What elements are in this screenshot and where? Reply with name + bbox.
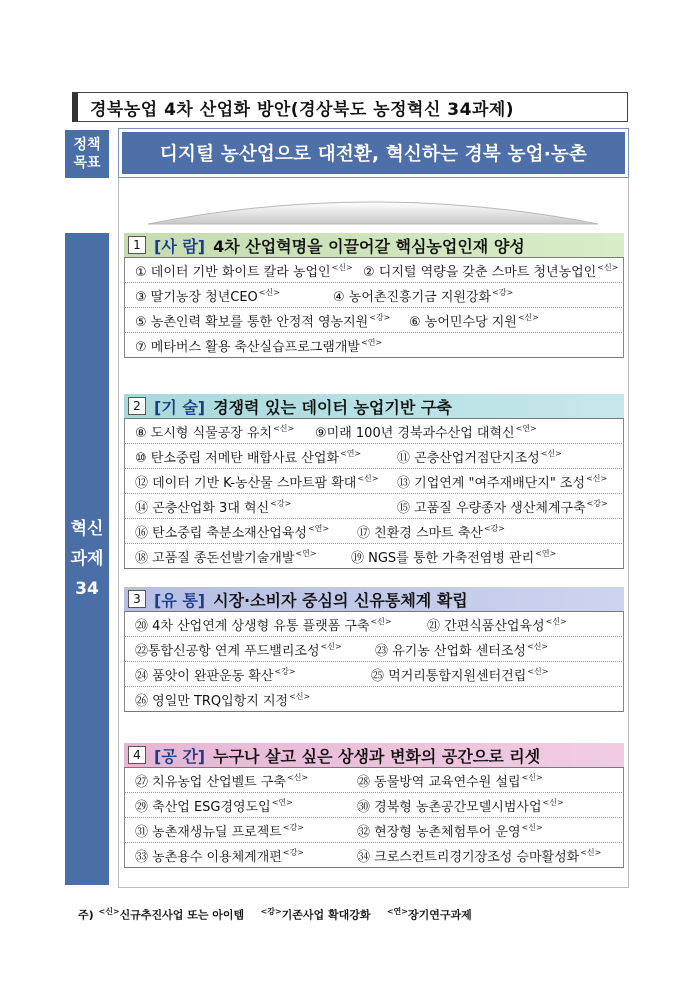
task-badge: <신> — [331, 263, 353, 273]
task-badge: <강> — [282, 823, 304, 833]
task-item: ㉗ 치유농업 산업벨트 구축$^{<신>}$ — [135, 773, 309, 790]
section-tag: [사 람] — [154, 236, 206, 256]
page-title-text: 경북농업 4차 산업화 방안(경상북도 농정혁신 34과제) — [90, 99, 515, 120]
task-row — [124, 494, 624, 519]
section-people — [124, 233, 624, 358]
task-badge: <신> — [540, 449, 562, 459]
task-item: ㉜ 현장형 농촌체험투어 운영$^{<신>}$ — [357, 823, 543, 840]
task-item: ⑩ 탄소중립 저메탄 배합사료 산업화$^{<연>}$ — [135, 449, 362, 466]
innovation-tasks-label-line3: 34 — [75, 579, 99, 599]
task-badge: <신> — [542, 798, 564, 808]
task-badge: <신> — [527, 667, 549, 677]
task-item: ㉑ 간편식품산업육성$^{<신>}$ — [427, 617, 567, 634]
innovation-tasks-label-line2: 과제 — [70, 549, 104, 569]
task-badge: <신> — [521, 823, 543, 833]
footnote-new-text: 신규추진사업 또는 아이템 — [119, 908, 245, 922]
policy-goal-label-line1: 정책 — [73, 137, 101, 153]
task-badge: <신> — [273, 424, 295, 434]
task-row — [124, 419, 624, 444]
task-badge: <강> — [586, 499, 608, 509]
task-badge: <강> — [274, 667, 296, 677]
task-item: ㉙ 축산업 ESG경영도입$^{<연>}$ — [135, 798, 293, 815]
task-item: ⑭ 곤충산업화 3대 혁신$^{<강>}$ — [135, 499, 292, 516]
section-title: 4차 산업혁명을 이끌어갈 핵심농업인재 양성 — [213, 236, 525, 256]
task-item: ㉔ 품앗이 완판운동 확산$^{<강>}$ — [135, 667, 296, 684]
task-item: ⑳ 4차 산업연계 상생형 유통 플랫폼 구축$^{<신>}$ — [135, 617, 392, 634]
task-row — [124, 612, 624, 637]
section-number: 4 — [128, 746, 146, 764]
task-item: ③ 딸기농장 청년$CEO^{<신>}$ — [135, 288, 280, 305]
task-badge: <연> — [295, 549, 317, 559]
footnote-new-mark: <신> — [98, 907, 120, 916]
task-item: ㉝ 농촌용수 이용체계개편$^{<강>}$ — [135, 848, 304, 865]
task-badge: <신> — [289, 692, 311, 702]
task-item: ⑲ NGS를 통한 가축전염병 관리$^{<연>}$ — [351, 549, 557, 566]
task-badge: <연> — [515, 424, 537, 434]
section-title: 경쟁력 있는 데이터 농업기반 구축 — [213, 397, 452, 417]
task-badge: <신> — [580, 848, 602, 858]
footnote — [78, 906, 472, 923]
task-badge: <연> — [271, 798, 293, 808]
policy-goal-label — [65, 130, 109, 178]
task-item: ⑮ 고품질 우량종자 생산체계구축$^{<강>}$ — [397, 499, 608, 516]
task-badge: <신> — [597, 263, 619, 273]
task-item: ⑪ 곤충산업거점단지조성$^{<신>}$ — [397, 449, 562, 466]
task-row — [124, 768, 624, 793]
section-number: 3 — [128, 590, 146, 608]
task-badge: <연> — [535, 549, 557, 559]
task-item: ⑯ 탄소중립 축분소재산업육성$^{<연>}$ — [135, 524, 330, 541]
task-item: ② 디지털 역량을 갖춘 스마트 청년농업인$^{<신>}$ — [363, 263, 619, 280]
section-tag: [공 간] — [154, 746, 206, 766]
task-row — [124, 283, 624, 308]
task-item: ㉖ 영일만 TRQ입항지 지정$^{<신>}$ — [135, 692, 311, 709]
task-badge: <연> — [340, 449, 362, 459]
task-item: ㉞ 크로스컨트리경기장조성 승마활성화$^{<신>}$ — [357, 848, 602, 865]
section-title: 시장·소비자 중심의 신유통체계 확립 — [213, 590, 468, 610]
task-item: ㉒통합신공항 연계 푸드밸리조성$^{<신>}$ — [135, 642, 342, 659]
section-title: 누구나 살고 싶은 상생과 변화의 공간으로 리셋 — [213, 746, 541, 766]
task-row — [124, 258, 624, 283]
task-badge: <신> — [357, 474, 379, 484]
task-badge: <강> — [483, 524, 506, 534]
task-badge: <신> — [586, 474, 608, 484]
task-row — [124, 843, 624, 868]
task-row — [124, 687, 624, 712]
innovation-tasks-label-line1: 혁신 — [70, 519, 104, 539]
task-item: ⑰ 친환경 스마트 축산$^{<강>}$ — [357, 524, 506, 541]
section-header — [124, 743, 624, 768]
task-badge: <연> — [307, 524, 330, 534]
section-header — [124, 587, 624, 612]
task-row — [124, 637, 624, 662]
section-header — [124, 233, 624, 258]
policy-goal-label-line2: 목표 — [73, 155, 101, 171]
task-badge: <강> — [492, 288, 514, 298]
task-badge: <연> — [360, 338, 383, 348]
task-row — [124, 818, 624, 843]
task-badge: <신> — [258, 288, 280, 298]
task-badge: <강> — [369, 313, 391, 323]
footnote-prefix: 주) — [78, 908, 94, 922]
section-number: 1 — [128, 236, 146, 254]
innovation-tasks-label — [65, 233, 109, 885]
task-badge: <신> — [526, 642, 549, 652]
section-tag: [기 술] — [154, 397, 206, 417]
task-item: ㉛ 농촌재생뉴딜 프로젝트$^{<강>}$ — [135, 823, 304, 840]
page-title — [72, 92, 628, 122]
task-item: ㉚ 경북형 농촌공간모델시범사업$^{<신>}$ — [357, 798, 564, 815]
task-badge: <신> — [545, 617, 567, 627]
task-row — [124, 308, 624, 333]
task-row — [124, 519, 624, 544]
task-item: ㉓ 유기농 산업화 센터조성$^{<신>}$ — [375, 642, 549, 659]
arrow-decoration — [128, 182, 618, 232]
footnote-expand-text: 기존사업 확대강화 — [281, 908, 371, 922]
task-item: ⑥ 농어민수당 지원$^{<신>}$ — [409, 313, 539, 330]
task-badge: <신> — [521, 773, 543, 783]
section-number: 2 — [128, 397, 146, 415]
task-item: ⑨미래 100년 경북과수산업 대혁신$^{<연>}$ — [315, 424, 537, 441]
task-row — [124, 793, 624, 818]
section-tag: [유 통] — [154, 590, 206, 610]
section-header — [124, 394, 624, 419]
task-item: ⑬ 기업연계 "여주재배단지" 조성$^{<신>}$ — [397, 474, 608, 491]
task-item: ④ 농어촌진흥기금 지원강화$^{<강>}$ — [333, 288, 514, 305]
task-item: ⑧ 도시형 식물공장 유치$^{<신>}$ — [135, 424, 295, 441]
policy-goal-box — [118, 128, 629, 178]
task-item: ⑦ 메타버스 활용 축산실습프로그램개발$^{<연>}$ — [135, 338, 383, 355]
footnote-research-text: 장기연구과제 — [407, 908, 472, 922]
section-space — [124, 743, 624, 868]
task-item: ㉘ 동물방역 교육연수원 설립$^{<신>}$ — [357, 773, 543, 790]
task-badge: <신> — [286, 773, 309, 783]
task-item: ⑫ 데이터 기반 K-농산물 스마트팜 확대$^{<신>}$ — [135, 474, 379, 491]
footnote-expand-mark: <강> — [260, 907, 282, 916]
task-row — [124, 444, 624, 469]
task-item: ① 데이터 기반 화이트 칼라 농업인$^{<신>}$ — [135, 263, 353, 280]
task-badge: <신> — [370, 617, 392, 627]
task-row — [124, 544, 624, 569]
task-item: ⑤ 농촌인력 확보를 통한 안정적 영농지원$^{<강>}$ — [135, 313, 391, 330]
task-item: ⑱ 고품질 종돈선발기술개발$^{<연>}$ — [135, 549, 317, 566]
section-distribution — [124, 587, 624, 712]
task-row — [124, 662, 624, 687]
section-technology — [124, 394, 624, 569]
task-badge: <신> — [517, 313, 539, 323]
task-row — [124, 333, 624, 358]
task-badge: <강> — [270, 499, 292, 509]
task-badge: <신> — [320, 642, 342, 652]
task-badge: <강> — [282, 848, 304, 858]
task-item: ㉕ 먹거리통합지원센터건립$^{<신>}$ — [371, 667, 549, 684]
task-row — [124, 469, 624, 494]
footnote-research-mark: <연> — [386, 907, 408, 916]
policy-goal-text: 디지털 농산업으로 대전환, 혁신하는 경북 농업·농촌 — [122, 132, 625, 174]
